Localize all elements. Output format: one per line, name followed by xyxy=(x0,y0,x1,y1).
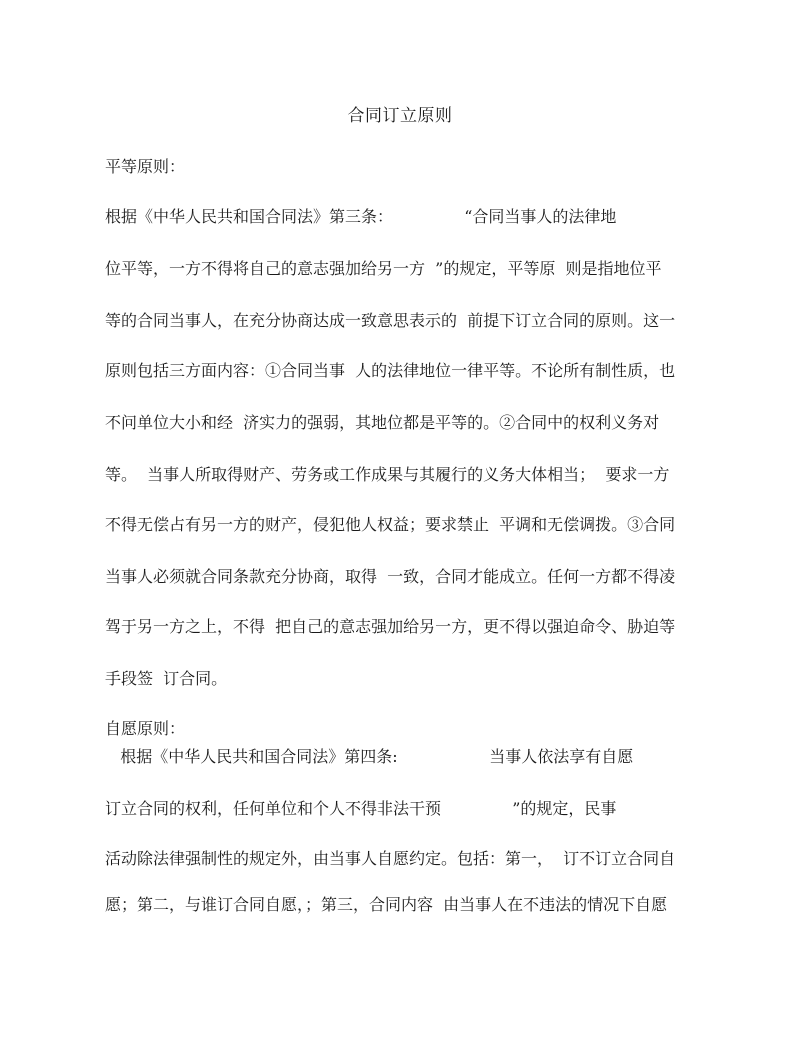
paragraph-line: 不得无偿占有另一方的财产，侵犯他人权益；要求禁止 平调和无偿调拨。③合同 xyxy=(105,515,676,534)
paragraph-line: 原则包括三方面内容：①合同当事 人的法律地位一律平等。不论所有制性质，也 xyxy=(105,361,676,380)
paragraph-line: 位平等，一方不得将自己的意志强加给另一方 ”的规定，平等原 则是指地位平 xyxy=(105,259,662,278)
paragraph-line: 根据《中华人民共和国合同法》第四条: 当事人依法享有自愿 xyxy=(105,747,634,766)
section-heading-equality: 平等原则： xyxy=(105,157,186,176)
section-heading-voluntary: 自愿原则： xyxy=(105,719,186,738)
paragraph-line: 等的合同当事人，在充分协商达成一致意思表示的 前提下订立合同的原则。这一 xyxy=(105,311,676,330)
paragraph-line: 手段签 订合同。 xyxy=(105,669,228,688)
paragraph-line: 活动除法律强制性的规定外，由当事人自愿约定。包括：第一， 订不订立合同自 xyxy=(105,849,676,868)
paragraph-line: 不问单位大小和经 济实力的强弱，其地位都是平等的。②合同中的权利义务对 xyxy=(105,413,660,432)
paragraph-line: 驾于另一方之上，不得 把自己的意志强加给另一方，更不得以强迫命令、胁迫等 xyxy=(105,617,676,636)
paragraph-line: 订立合同的权利，任何单位和个人不得非法干预 ”的规定，民事 xyxy=(105,799,617,818)
paragraph-line: 等。 当事人所取得财产、劳务或工作成果与其履行的义务大体相当； 要求一方 xyxy=(105,465,670,484)
document-title: 合同订立原则 xyxy=(347,106,453,126)
paragraph-line: 愿；第二，与谁订合同自愿，；第三，合同内容 由当事人在不违法的情况下自愿 xyxy=(105,895,668,914)
paragraph-line: 当事人必须就合同条款充分协商，取得 一致，合同才能成立。任何一方都不得凌 xyxy=(105,567,676,586)
paragraph-line: 根据《中华人民共和国合同法》第三条： “合同当事人的法律地 xyxy=(105,207,617,226)
